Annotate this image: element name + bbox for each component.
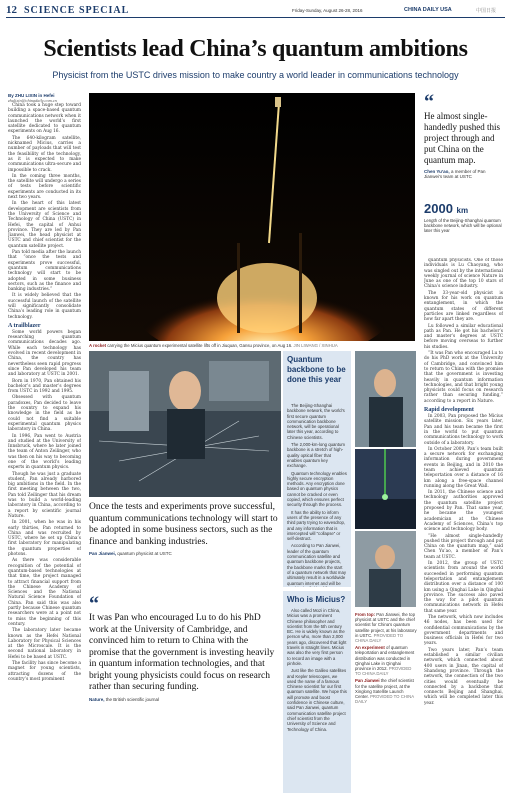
sidebar-2-title: Who is Micius? [287, 595, 346, 604]
article-column-1 [8, 93, 81, 793]
column1-body [8, 330, 81, 682]
column4-body [424, 414, 503, 706]
byline-email: zhulixin@chinadaily.com.cn [8, 98, 57, 103]
paragraph: Pan told media after the launch that “once the tests and experiments prove successful, quantum communications technology will start to be adopted in some business sectors, such as the finance and banking industries.” [8, 250, 81, 293]
sidebar-1-body [287, 403, 347, 587]
subhead-trailblazer: A trailblazer [8, 322, 41, 329]
stat-callout [424, 201, 503, 234]
section-title: SCIENCE SPECIAL [24, 5, 130, 16]
paragraph: Obsessed with quantum paradoxes, Pan decided to leave the country to expand his knowledge in the field as he could not find a suitable experimental quantum physics laboratory in China. [8, 395, 81, 433]
paragraph: China took a huge step toward building a space-based quantum communications network when it launched the world’s first satellite dedicated to quantum experiments on Aug 16. [8, 103, 81, 135]
paragraph: The 640-kilogram satellite, nicknamed Micius, carries a number of payloads that will test the feasibility of the technology, as it is expected to make communications ultra-secure and impossible to crack. [8, 135, 81, 173]
paragraph: In 2003, Pan proposed the Micius satellite mission. Six years later, Pan and his team became the first in the world to put quantum communications technology to work outside of a laboratory. [424, 414, 503, 446]
photo-stack-caption [355, 612, 417, 792]
paragraph: In 2001, when he was in his early thirties, Pan returned to China and was recruited by USTC, where he set up China’s first laboratory for manipulating the quantum properties of photons. [8, 520, 81, 558]
paragraph: quantum physicists. One of those individuals is Lu Chaoyang, who was singled out by the international weekly journal of science Nature in June as one of the top 10 stars of China’s science industry. [424, 258, 503, 290]
pull-quote-3-name: Chen Yu’ao, [424, 169, 450, 174]
byline: By ZHU LIXIN in Hefei [8, 93, 55, 98]
paragraph: Just like the Galileo satellites and Kepler telescopes, we used the name of a famous Chinese scientist for our first quantum satellite. We hope this will promote and boost confidence in Chinese culture, said Pan Jianwei, quantum communication satellite project chief scientist from the University of Science and Technology of China. [287, 668, 347, 732]
paragraph: The network, which now includes 46 nodes, has been used for confidential communications by the government departments and business officials in Hefei for two years. [424, 615, 503, 647]
paragraph: Lu followed a similar educational path as Pan. He got his bachelor’s and master’s degrees at USTC before moving overseas to further his studies. [424, 323, 503, 350]
column1-intro [8, 103, 81, 320]
issue-date: Friday-Sunday, August 26-28, 2016 [292, 8, 363, 13]
paragraph: “He almost single-handedly pushed this project through and put China on the quantum map,” said Chen Yu’ao, a member of Pan’s team at USTC. [424, 533, 503, 560]
launch-center-photo [355, 531, 416, 607]
stat-description: Length of the Beijing-Shanghai quantum backbone network, which will be optional later this year [424, 218, 502, 234]
paragraph: In 2011, the Chinese science and technology authorities approved the quantum satellite project proposed by Pan. That same year, he became the youngest academician at the Chinese Academy of Sciences, China’s top science and technology body. [424, 490, 503, 533]
quote-mark-icon: “ [89, 593, 99, 615]
paragraph: Two years later, Pan’s team established a similar civilian network, which connected about 400 users in Jinan, the capital of Shandong province. Through the network, the connection of the two cities would eventually be connected by a backbone that connects Beijing and Shanghai, which will be completed later this year. [424, 647, 503, 706]
pull-quote-1-name: Pan Jianwei, [89, 551, 117, 556]
stat-value: 2000 [424, 201, 453, 216]
photo-caption-item: An experiment of quantum teleportation and entanglement distribution was conducted in Qinghai Lake in Qinghai province in 2012. PROVIDED TO CHINA DAILY [355, 645, 415, 677]
article-column-4 [424, 258, 503, 794]
newspaper-name: CHINA DAILY USA [404, 7, 452, 13]
paragraph: Though he was just a graduate student, Pan already harbored big ambitions in the field. In the first meeting between the two, Pan told Zeilinger that his dream was to build a world-leading laboratory in China, according to a report by scientific journal Nature. [8, 471, 81, 519]
paragraph: According to Pan Jianwei, leader of the quantum communication satellite and quantum backbone projects, the backbone marks the start of a quantum network that may ultimately result in a worldwide quantum internet and will be [287, 543, 346, 586]
rocket-photo-caption: A rocket carrying the Micius quantum experimental satellite lifts off in Jiuquan, Gansu province, on Aug 16. JIN LIWANG / XINHUA [89, 343, 338, 348]
photo-caption-item: From top: Pan Jianwei, the top physicist at USTC and the chief scientist for China’s quantum satellite project, at his laboratory in USTC. PROVIDED TO CHINA DAILY [355, 612, 417, 644]
pull-quote-2-text: It was Pan who encouraged Lu to do his PhD work at the University of Cambridge, and convinced him to return to China with the promise that the government is investing heavily in quantum information technologies, and that bright young physicists could focus on research rather than securing funding. [89, 613, 275, 692]
pull-quote-3 [424, 93, 503, 179]
quote-mark-icon: “ [424, 91, 434, 113]
subhead-rapid-development: Rapid development [424, 407, 474, 414]
newspaper-chinese-name: 中国日报 [476, 8, 497, 14]
qinghai-lake-experiment-photo [355, 449, 416, 529]
pull-quote-3-role: a member of Pan Jianwei’s team at USTC [424, 169, 486, 179]
paragraph: In the coming three months, the satellite will undergo a series of tests before scientific experiments are conducted in its next two years. [8, 173, 81, 201]
column4-intro [424, 258, 503, 404]
paragraph: As there was considerable recognition of the potential of quantum-based technologies at that time, the project managed to attract financial support from the Chinese Academy of Sciences and the National Natural Science Foundation of China. Pan said this was also partly because Chinese quantum researchers were at a point not to miss the beginning of this century. [8, 558, 81, 627]
headline: Scientists lead China’s quantum ambitions [43, 36, 468, 62]
sidebar-quantum-backbone [283, 351, 351, 587]
paragraph: Quantum technology enables highly secure encryption methods. Any encryption done based on quantum physics cannot be cracked or even copied, which ensures perfect security through the process. [287, 470, 347, 508]
pull-quote-1-role: quantum physicist at USTC [117, 551, 172, 556]
paragraph: Also called Mozi in China, Micius was a prominent Chinese philosopher and scientist from the 5th century BC. He is widely known as the person who, more than 2,000 years ago, discovered that light travels in straight lines. Micius was also the very first person to record an image with a pinhole. [287, 608, 347, 666]
pull-quote-2-name: Nature, [89, 696, 105, 702]
paragraph: In 2012, the group of USTC scientists from around the world succeeded in performing quantum teleportation and entanglement distribution over a distance of 100 km using a Qinghai Lake in Qinghai province. The success also paved the way for a pilot quantum communications network in Hefei that same year. [424, 561, 503, 614]
paragraph: The laboratory later became known as the Hefei National Laboratory for Physical Sciences at the Microscale. It is the second national laboratory in Hefei to be based at USTC. [8, 628, 81, 660]
paragraph: The Beijing-Shanghai backbone network, the world’s first secure quantum communication backbone network, will be operational later this year, according to Chinese scientists. [287, 403, 345, 440]
paragraph: In the heart of this latest development are scientists from the University of Science and Technology of China (USTC) in Hefei, the capital of Anhui province. They are led by Pan Jianwei, the head physicist at USTC and chief scientist for the quantum satellite project. [8, 201, 81, 249]
paragraph: It is widely believed that the successful launch of the satellite will significantly consolidate China’s leading role in quantum technology. [8, 293, 81, 320]
rocket-launch-photo [89, 93, 415, 341]
paragraph: “It was Pan who encouraged Lu to do his PhD work at the University of Cambridge, and convinced him to return to China with the promise that the government is investing heavily in quantum information technologies, and that bright young physicists could focus on research rather than securing funding,” according to a report in Nature. [424, 351, 503, 404]
paragraph: Some world powers began researching quantum communications decades ago. While each technology has evolved in recent development in China, the country has nevertheless seen rapid progress since Pan developed his team and laboratory at USTC in 2001. [8, 329, 81, 378]
stat-unit: km [456, 206, 469, 215]
page-header [6, 4, 505, 18]
paragraph: It has the ability to inform users of the presence of any third party trying to eavesdrop, and any information that is intercepted will “collapse” or self-destruct. [287, 509, 346, 542]
paragraph: The 2,000-km-long quantum backbone is a stretch of high-quality optical fiber that enables quantum key exchange. [287, 442, 345, 469]
subheadline: Physicist from the USTC drives mission to make country a world leader in communications technology [52, 70, 459, 80]
pull-quote-3-text: He almost single-handedly pushed this project through and put China on the quantum map. [424, 111, 500, 165]
paragraph: The 33-year-old physicist is known for his work on quantum entanglement, in which the quantum states of different particles are linked regardless of how far apart they are. [424, 290, 503, 323]
laboratory-photo [89, 351, 281, 497]
sidebar-1-title: Quantum backbone to be done this year [287, 355, 346, 384]
paragraph: In 1996, Pan went to Austria and studied at the University of Innsbruck, where he later joined the team of Anton Zeilinger, who was then on his way to becoming one of the world’s leading experts in quantum physics. [8, 433, 81, 471]
pull-quote-1 [89, 502, 281, 556]
sidebar-who-is-micius [283, 591, 351, 793]
pull-quote-2 [89, 595, 281, 702]
photo-caption-item: Pan Jianwei the chief scientist for the satellite project, at the Xinglong Satellite Launch Center. PROVIDED TO CHINA DAILY [355, 678, 414, 705]
sidebar-2-body [287, 608, 347, 732]
pan-jianwei-portrait-photo [355, 351, 416, 447]
pull-quote-2-role: the British scientific journal [105, 696, 160, 702]
pull-quote-1-text: Once the tests and experiments prove successful, quantum communications technology will start to be adopted in some business sectors, such as the finance and banking industries. [89, 502, 278, 547]
paragraph: In October 2009, Pan’s team built a secure network for exchanging information during government events in Beijing, and in 2010 the team achieved quantum teleportation over a distance of 16 km along a free-space channel running along the Great Wall. [424, 446, 503, 489]
paragraph: The facility has since become a magnet for young scientists, attracting dozens of the country’s most prominent [8, 660, 81, 682]
paragraph: Born in 1970, Pan obtained his bachelor’s and master’s degrees from USTC in 1992 and 1995. [8, 378, 81, 395]
page-number: 12 [6, 4, 17, 16]
